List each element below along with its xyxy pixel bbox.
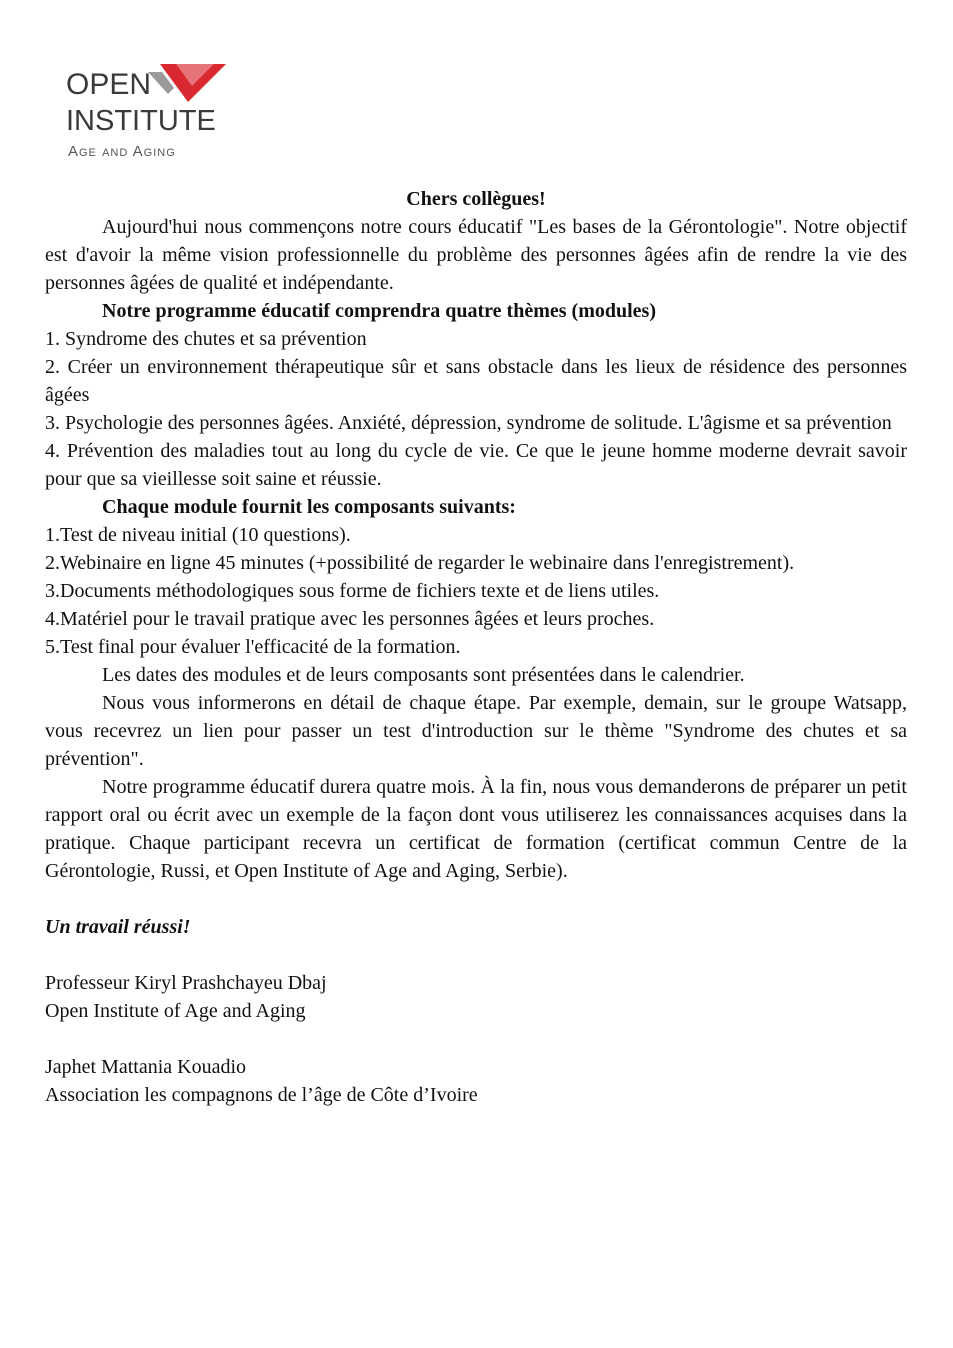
signatory-name: Professeur Kiryl Prashchayeu Dbaj bbox=[45, 972, 327, 994]
module-item: 2. Créer un environnement thérapeutique sûr et sans obstacle dans les lieux de résidence des personnes âgées bbox=[45, 356, 907, 406]
closing-line: Un travail réussi! bbox=[45, 916, 191, 938]
open-institute-logo bbox=[64, 58, 234, 164]
signatory-organization: Open Institute of Age and Aging bbox=[45, 1000, 306, 1022]
intro-paragraph: Aujourd'hui nous commençons notre cours éducatif "Les bases de la Gérontologie". Notre objectif est d'avoir la même vision professionnelle du problème des personnes âgées afin de rendre la vie des personnes âgées de qualité et indépendante. bbox=[45, 216, 907, 294]
signature-block bbox=[45, 1053, 907, 1109]
calendar-note: Les dates des modules et de leurs composants sont présentées dans le calendrier. bbox=[102, 664, 745, 686]
letter-body bbox=[45, 185, 907, 1109]
logo-text-tagline: Age and Aging bbox=[68, 143, 176, 160]
component-item: 2.Webinaire en ligne 45 minutes (+possibilité de regarder le webinaire dans l'enregistrement). bbox=[45, 552, 795, 574]
component-item: 4.Matériel pour le travail pratique avec les personnes âgées et leurs proches. bbox=[45, 608, 655, 630]
signature-block bbox=[45, 969, 907, 1025]
program-heading: Notre programme éducatif comprendra quatre thèmes (modules) bbox=[102, 300, 656, 322]
module-item: 3. Psychologie des personnes âgées. Anxiété, dépression, syndrome de solitude. L'âgisme et sa prévention bbox=[45, 412, 892, 434]
signatory-name: Japhet Mattania Kouadio bbox=[45, 1056, 247, 1078]
component-item: 5.Test final pour évaluer l'efficacité de la formation. bbox=[45, 636, 461, 658]
components-heading: Chaque module fournit les composants suivants: bbox=[102, 496, 516, 518]
module-item: 4. Prévention des maladies tout au long du cycle de vie. Ce que le jeune homme moderne devrait savoir pour que sa vieillesse soit saine et réussie. bbox=[45, 440, 907, 490]
logo-text-open: OPEN bbox=[66, 68, 152, 101]
logo-text-institute: INSTITUTE bbox=[66, 105, 216, 137]
module-item: 1. Syndrome des chutes et sa prévention bbox=[45, 328, 367, 350]
component-item: 3.Documents méthodologiques sous forme de fichiers texte et de liens utiles. bbox=[45, 580, 660, 602]
logo-graphic bbox=[64, 58, 234, 164]
duration-paragraph: Notre programme éducatif durera quatre mois. À la fin, nous vous demanderons de préparer un petit rapport oral ou écrit avec un exemple de la façon dont vous utiliserez les connaissances acquises dans la pratique. Chaque participant recevra un certificat de formation (certificat commun Centre de la Gérontologie, Russi, et Open Institute of Age and Aging, Serbie). bbox=[45, 776, 907, 882]
greeting: Chers collègues! bbox=[406, 188, 546, 210]
info-paragraph: Nous vous informerons en détail de chaque étape. Par exemple, demain, sur le groupe Watsapp, vous recevrez un lien pour passer un test d'introduction sur le thème "Syndrome des chutes et sa prévention". bbox=[45, 692, 907, 770]
component-item: 1.Test de niveau initial (10 questions). bbox=[45, 524, 351, 546]
signatory-organization: Association les compagnons de l’âge de Côte d’Ivoire bbox=[45, 1084, 478, 1106]
